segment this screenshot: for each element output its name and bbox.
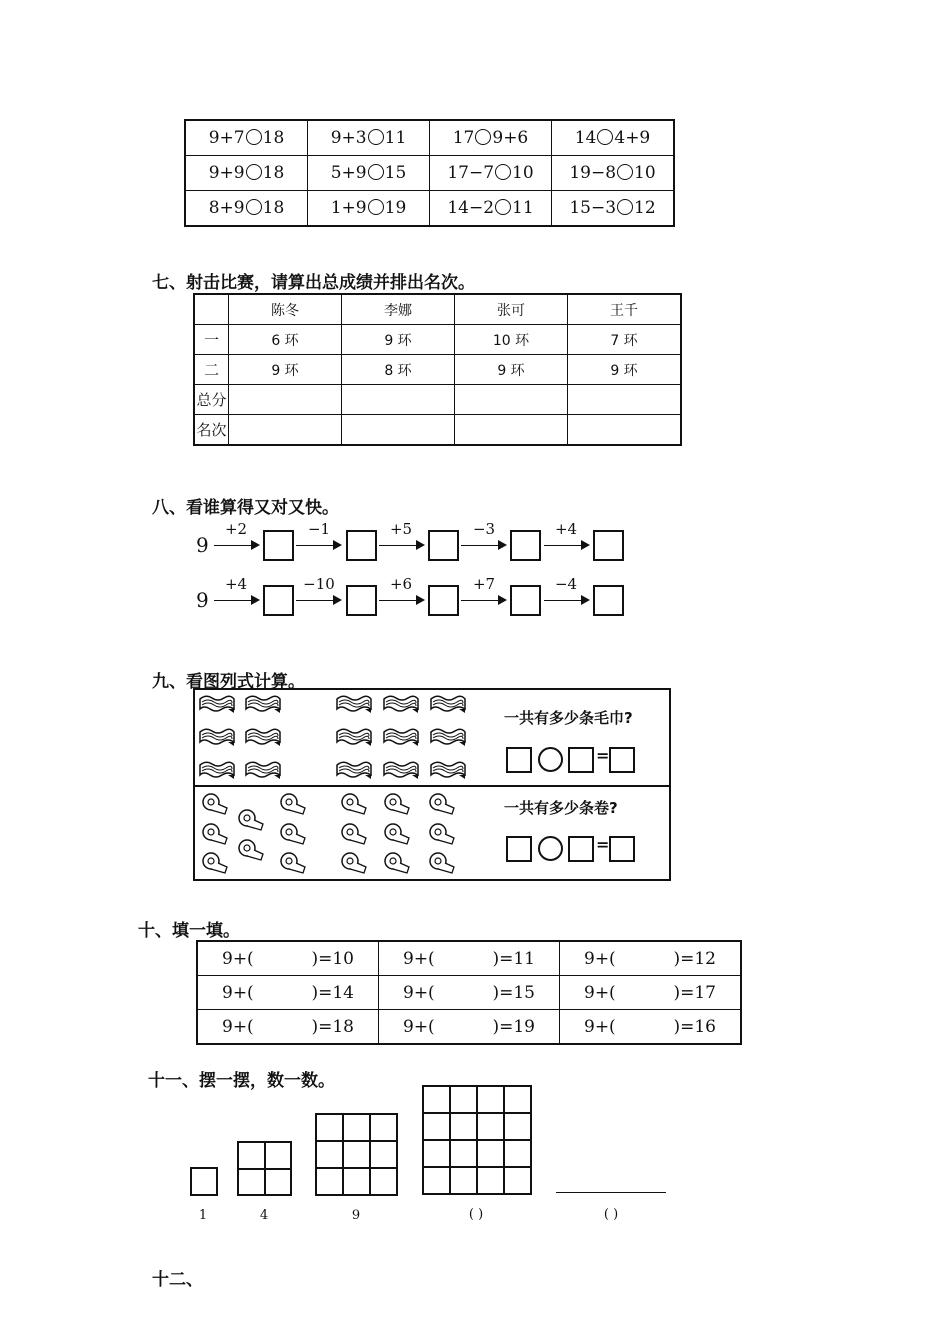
- answer-cell[interactable]: [229, 385, 342, 415]
- chain-start: 9: [196, 533, 209, 557]
- chain-operation: −10: [303, 575, 335, 593]
- answer-box[interactable]: [428, 530, 459, 561]
- arrow-icon: [379, 545, 423, 546]
- compare-cell: 19−8 10: [552, 156, 675, 191]
- fill-cell[interactable]: 9+( )=11: [379, 941, 560, 976]
- compare-cell: 15−3 12: [552, 191, 675, 227]
- chain-operation: −3: [472, 520, 496, 538]
- score-cell: 9 环: [455, 355, 568, 385]
- table-header-row: [194, 294, 681, 325]
- answer-box[interactable]: [593, 585, 624, 616]
- compare-cell: 14−2 11: [430, 191, 552, 227]
- arrow-icon: [461, 600, 505, 601]
- paper-roll-icon: [201, 792, 229, 820]
- row-label: 名次: [194, 415, 229, 446]
- answer-cell[interactable]: [568, 415, 682, 446]
- compare-circle[interactable]: [617, 199, 633, 215]
- answer-cell[interactable]: [568, 385, 682, 415]
- table-row: [194, 385, 681, 415]
- paper-roll-icon: [383, 822, 411, 850]
- towel-icon: [382, 726, 420, 748]
- compare-circle[interactable]: [246, 129, 262, 145]
- compare-cell: 17−7 10: [430, 156, 552, 191]
- row-label: 一: [194, 325, 229, 355]
- fill-table: [196, 940, 742, 1045]
- section9-heading: 九、看图列式计算。: [152, 672, 305, 692]
- player-header: 陈冬: [229, 294, 342, 325]
- score-cell: 10 环: [455, 325, 568, 355]
- chain-operation: +5: [389, 520, 413, 538]
- fill-cell[interactable]: 9+( )=19: [379, 1010, 560, 1045]
- answer-box[interactable]: [263, 530, 294, 561]
- answer-box[interactable]: [346, 530, 377, 561]
- paper-roll-icon: [428, 851, 456, 879]
- row-label: 二: [194, 355, 229, 385]
- compare-circle[interactable]: [246, 199, 262, 215]
- score-cell: 7 环: [568, 325, 682, 355]
- compare-circle[interactable]: [495, 164, 511, 180]
- answer-box[interactable]: [346, 585, 377, 616]
- arrow-icon: [461, 545, 505, 546]
- section10-heading: 十、填一填。: [138, 921, 240, 941]
- answer-box[interactable]: [263, 585, 294, 616]
- paper-roll-icon: [237, 838, 265, 866]
- towel-icon: [335, 759, 373, 781]
- answer-box[interactable]: [506, 747, 532, 773]
- compare-circle[interactable]: [617, 164, 633, 180]
- table-row: [185, 191, 674, 227]
- towel-icon: [244, 726, 282, 748]
- compare-circle[interactable]: [368, 129, 384, 145]
- grid-label: 9: [351, 1208, 361, 1223]
- compare-cell: 5+9 15: [308, 156, 430, 191]
- corner-cell: [194, 294, 229, 325]
- towel-icon: [382, 759, 420, 781]
- compare-cell: 9+3 11: [308, 120, 430, 156]
- score-cell: 6 环: [229, 325, 342, 355]
- arrow-icon: [544, 545, 588, 546]
- chain-operation: +4: [224, 575, 248, 593]
- fill-cell[interactable]: 9+( )=15: [379, 976, 560, 1010]
- towel-icon: [429, 693, 467, 715]
- paper-roll-icon: [201, 851, 229, 879]
- section12-heading: 十二、: [152, 1270, 203, 1290]
- chain-operation: +6: [389, 575, 413, 593]
- arrow-icon: [296, 545, 340, 546]
- player-header: 张可: [455, 294, 568, 325]
- paper-roll-icon: [279, 822, 307, 850]
- fill-cell[interactable]: 9+( )=12: [560, 941, 742, 976]
- table-row: [194, 415, 681, 446]
- shooting-table: [193, 293, 682, 446]
- compare-circle[interactable]: [246, 164, 262, 180]
- fill-cell[interactable]: 9+( )=18: [197, 1010, 379, 1045]
- paper-roll-icon: [237, 808, 265, 836]
- grid-3x3: [315, 1113, 398, 1196]
- grid-label[interactable]: ( ): [468, 1207, 484, 1222]
- table-row: [197, 1010, 741, 1045]
- equals-sign: =: [596, 746, 610, 765]
- answer-line[interactable]: [556, 1192, 666, 1193]
- roll-question: 一共有多少条卷?: [504, 799, 618, 817]
- compare-circle[interactable]: [495, 199, 511, 215]
- score-cell: 8 环: [342, 355, 455, 385]
- grid-4x4: [422, 1085, 532, 1195]
- towel-icon: [382, 693, 420, 715]
- arrow-icon: [214, 600, 258, 601]
- answer-cell[interactable]: [229, 415, 342, 446]
- paper-roll-icon: [340, 822, 368, 850]
- player-header: 李娜: [342, 294, 455, 325]
- section11-heading: 十一、摆一摆，数一数。: [148, 1071, 335, 1091]
- answer-box[interactable]: [593, 530, 624, 561]
- operator-circle[interactable]: [538, 836, 563, 861]
- paper-roll-icon: [340, 851, 368, 879]
- fill-cell[interactable]: 9+( )=10: [197, 941, 379, 976]
- compare-cell: 17 9+6: [430, 120, 552, 156]
- chain-operation: −1: [307, 520, 331, 538]
- compare-circle[interactable]: [475, 129, 491, 145]
- paper-roll-icon: [428, 822, 456, 850]
- table-row: [197, 976, 741, 1010]
- chain-operation: +2: [224, 520, 248, 538]
- fill-cell[interactable]: 9+( )=14: [197, 976, 379, 1010]
- score-cell: 9 环: [229, 355, 342, 385]
- compare-circle[interactable]: [368, 164, 384, 180]
- paper-roll-icon: [383, 792, 411, 820]
- paper-roll-icon: [201, 822, 229, 850]
- towel-icon: [244, 693, 282, 715]
- arrow-icon: [296, 600, 340, 601]
- answer-box[interactable]: [609, 836, 635, 862]
- towel-icon: [335, 693, 373, 715]
- paper-roll-icon: [279, 851, 307, 879]
- score-cell: 9 环: [342, 325, 455, 355]
- answer-cell[interactable]: [342, 385, 455, 415]
- answer-box[interactable]: [510, 530, 541, 561]
- player-header: 王千: [568, 294, 682, 325]
- chain-start: 9: [196, 588, 209, 612]
- answer-box[interactable]: [510, 585, 541, 616]
- compare-circle[interactable]: [368, 199, 384, 215]
- grid-label[interactable]: ( ): [603, 1207, 619, 1222]
- fill-cell[interactable]: 9+( )=17: [560, 976, 742, 1010]
- grid-label: 1: [198, 1208, 208, 1223]
- arrow-icon: [214, 545, 258, 546]
- answer-cell[interactable]: [455, 385, 568, 415]
- table-row: [194, 355, 681, 385]
- answer-box[interactable]: [506, 836, 532, 862]
- paper-roll-icon: [428, 792, 456, 820]
- towel-icon: [244, 759, 282, 781]
- operator-circle[interactable]: [538, 747, 563, 772]
- divider: [193, 785, 669, 787]
- compare-cell: 9+9 18: [185, 156, 308, 191]
- score-cell: 9 环: [568, 355, 682, 385]
- towel-icon: [335, 726, 373, 748]
- arrow-icon: [379, 600, 423, 601]
- table-row: [197, 941, 741, 976]
- answer-box[interactable]: [568, 836, 594, 862]
- fill-cell[interactable]: 9+( )=16: [560, 1010, 742, 1045]
- chain-operation: +4: [554, 520, 578, 538]
- paper-roll-icon: [383, 851, 411, 879]
- towel-icon: [198, 726, 236, 748]
- compare-cell: 8+9 18: [185, 191, 308, 227]
- grid-label: 4: [259, 1208, 269, 1223]
- answer-box[interactable]: [609, 747, 635, 773]
- row-label: 总分: [194, 385, 229, 415]
- section7-heading: 七、射击比赛，请算出总成绩并排出名次。: [152, 273, 475, 293]
- arrow-icon: [544, 600, 588, 601]
- compare-table: [184, 119, 675, 227]
- table-row: [185, 120, 674, 156]
- compare-cell: 14 4+9: [552, 120, 675, 156]
- towel-icon: [198, 693, 236, 715]
- compare-cell: 1+9 19: [308, 191, 430, 227]
- compare-cell: 9+7 18: [185, 120, 308, 156]
- answer-box[interactable]: [428, 585, 459, 616]
- table-row: [194, 325, 681, 355]
- grid-1x1: [190, 1167, 218, 1196]
- compare-circle[interactable]: [597, 129, 613, 145]
- answer-box[interactable]: [568, 747, 594, 773]
- towel-question: 一共有多少条毛巾?: [504, 709, 633, 727]
- towel-icon: [198, 759, 236, 781]
- section8-heading: 八、看谁算得又对又快。: [152, 498, 339, 518]
- answer-cell[interactable]: [455, 415, 568, 446]
- equals-sign: =: [596, 835, 610, 854]
- paper-roll-icon: [340, 792, 368, 820]
- towel-icon: [429, 759, 467, 781]
- table-row: [185, 156, 674, 191]
- paper-roll-icon: [279, 792, 307, 820]
- chain-operation: +7: [472, 575, 496, 593]
- grid-2x2: [237, 1141, 292, 1196]
- chain-operation: −4: [554, 575, 578, 593]
- answer-cell[interactable]: [342, 415, 455, 446]
- towel-icon: [429, 726, 467, 748]
